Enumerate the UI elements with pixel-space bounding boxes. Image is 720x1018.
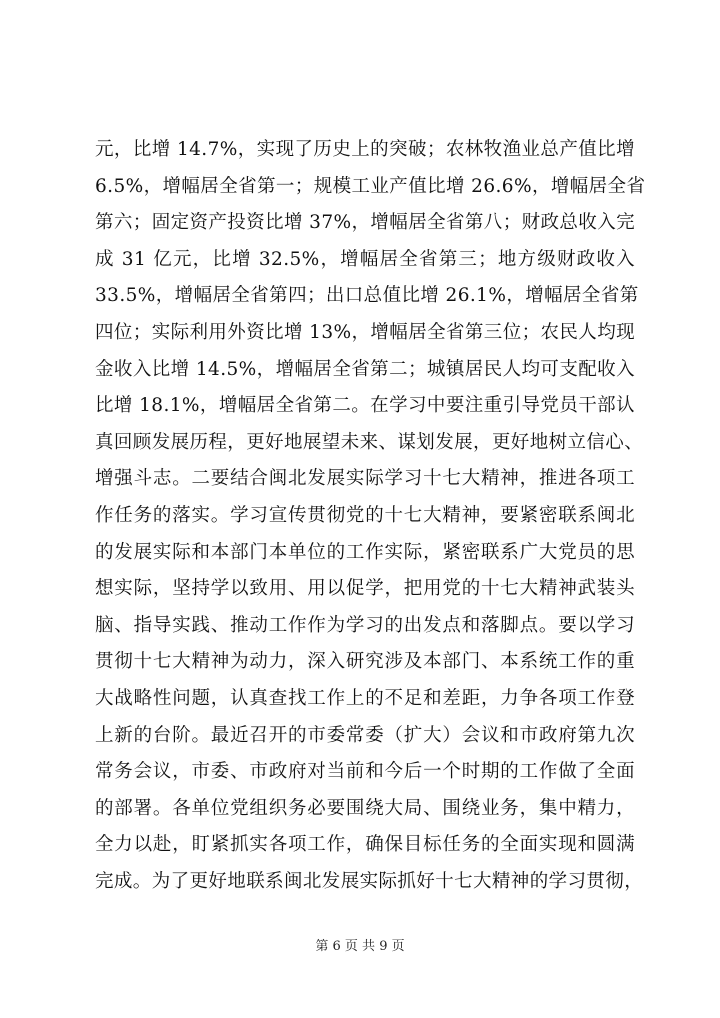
body-text [95, 132, 646, 900]
text-line: 成 31 亿元，比增 32.5%，增幅居全省第三；地方级财政收入 [95, 248, 635, 270]
text-line: 金收入比增 14.5%，增幅居全省第二；城镇居民人均可支配收入 [95, 358, 635, 380]
text-line: 脑、指导实践、推动工作作为学习的出发点和落脚点。要以学习 [95, 614, 635, 636]
text-line: 6.5%，增幅居全省第一；规模工业产值比增 26.6%，增幅居全省 [95, 175, 646, 197]
page-number-footer: 第 6 页 共 9 页 [315, 939, 405, 954]
text-line: 的发展实际和本部门本单位的工作实际，紧密联系广大党员的思 [95, 541, 635, 563]
text-line: 完成。为了更好地联系闽北发展实际抓好十七大精神的学习贯彻， [95, 870, 644, 892]
text-line: 常务会议，市委、市政府对当前和今后一个时期的工作做了全面 [95, 761, 635, 783]
text-line: 想实际，坚持学以致用、用以促学，把用党的十七大精神武装头 [95, 578, 635, 600]
text-line: 比增 18.1%，增幅居全省第二。在学习中要注重引导党员干部认 [95, 395, 635, 417]
text-line: 的部署。各单位党组织务必要围绕大局、围绕业务，集中精力， [95, 797, 635, 819]
text-line: 增强斗志。二要结合闽北发展实际学习十七大精神，推进各项工 [95, 468, 635, 490]
text-line: 33.5%，增幅居全省第四；出口总值比增 26.1%，增幅居全省第 [95, 285, 639, 307]
text-line: 元，比增 14.7%，实现了历史上的突破；农林牧渔业总产值比增 [95, 139, 635, 160]
text-line: 大战略性问题，认真查找工作上的不足和差距，力争各项工作登 [95, 687, 635, 709]
text-line: 第六；固定资产投资比增 37%，增幅居全省第八；财政总收入完 [95, 212, 636, 234]
text-line: 全力以赴，盯紧抓实各项工作，确保目标任务的全面实现和圆满 [95, 834, 635, 856]
text-line: 真回顾发展历程，更好地展望未来、谋划发展，更好地树立信心、 [95, 431, 644, 453]
text-line: 贯彻十七大精神为动力，深入研究涉及本部门、本系统工作的重 [95, 651, 635, 673]
text-line: 作任务的落实。学习宣传贯彻党的十七大精神，要紧密联系闽北 [95, 504, 635, 526]
text-line: 上新的台阶。最近召开的市委常委（扩大）会议和市政府第九次 [95, 724, 635, 746]
text-line: 四位；实际利用外资比增 13%，增幅居全省第三位；农民人均现 [95, 321, 636, 343]
